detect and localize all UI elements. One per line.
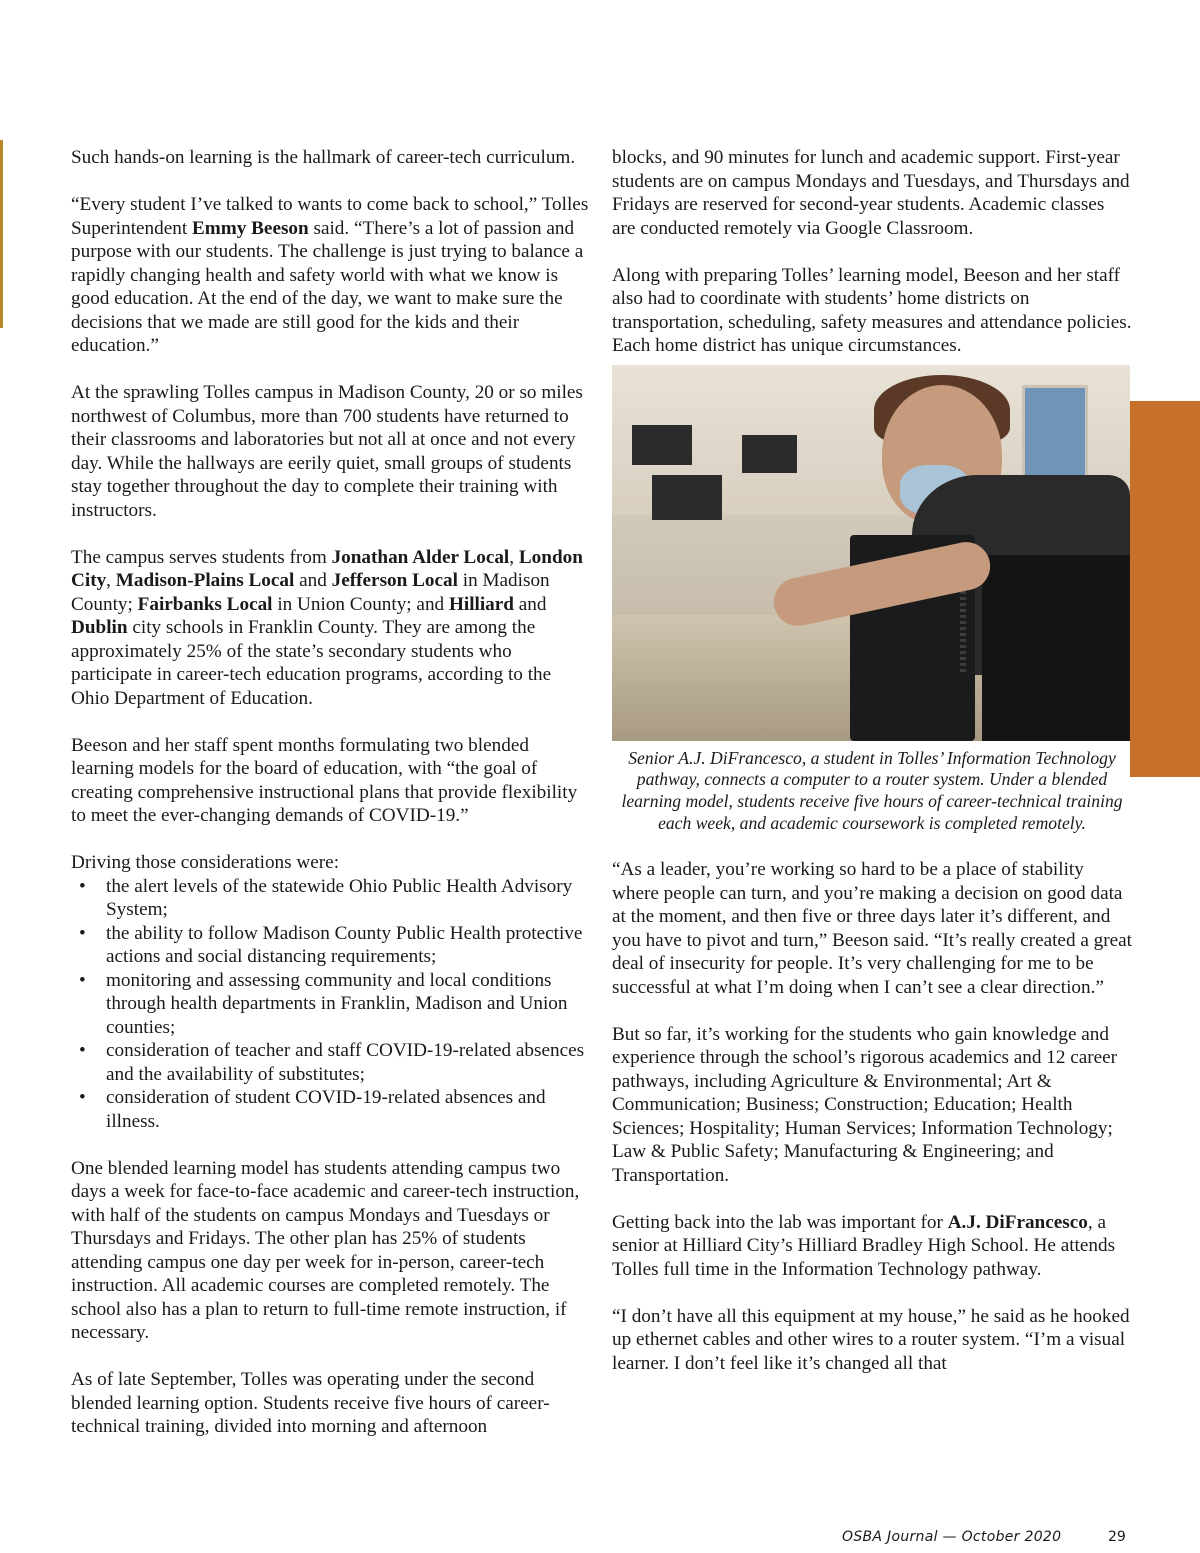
paragraph: “Every student I’ve talked to wants to come back to school,” Tolles Superintendent Emmy Beeson said. “There’s a lot of passion and purpose with our students. The challenge is just trying to balance a rapidly changing health and safety world with what we know is good education. At the end of the day, we want to make sure the decisions that we made are still good for the kids and their education.”	[71, 194, 589, 356]
district-name: Dublin	[71, 617, 128, 638]
student-computer-photo	[612, 365, 1130, 741]
page-number: 29	[1108, 1529, 1126, 1545]
photo-caption: Senior A.J. DiFrancesco, a student in Tolles’ Information Technology pathway, connects a computer to a router system. Under a blended learning model, students receive five hours of career-technical training each week, and academic coursework is completed remotely.	[621, 747, 1123, 833]
paragraph: “I don’t have all this equipment at my house,” he said as he hooked up ethernet cables and other wires to a router system. “I’m a visual learner. I don’t feel like it’s changed all that	[612, 1305, 1130, 1374]
list-item: • consideration of student COVID-19-related absences and illness.	[71, 1086, 593, 1133]
journal-title: OSBA Journal — October 2020	[842, 1529, 1062, 1545]
right-column	[612, 146, 1132, 1399]
list-item: • the alert levels of the statewide Ohio Public Health Advisory System;	[71, 875, 593, 922]
list-item: • the ability to follow Madison County Public Health protective actions and social distancing requirements;	[71, 922, 593, 969]
paragraph: Getting back into the lab was important for A.J. DiFrancesco, a senior at Hilliard City’s Hilliard Bradley High School. He attends Tolles full time in the Information Technology pathway.	[612, 1211, 1116, 1280]
paragraph: But so far, it’s working for the students who gain knowledge and experience through the school’s rigorous academics and 12 career pathways, including Agriculture & Environmental; Art & Communication; Business; Construction; Education; Health Sciences; Hospitality; Human Services; Information Technology; Law & Public Safety; Manufacturing & Engineering; and Transportation.	[612, 1023, 1118, 1186]
paragraph: The campus serves students from Jonathan Alder Local, London City, Madison-Plains Local and Jefferson Local in Madison County; Fairbanks Local in Union County; and Hilliard and Dublin city schools in Franklin County. They are among the approximately 25% of the state’s secondary students who participate in career-tech education programs, according to the Ohio Department of Education.	[71, 546, 583, 709]
district-name: Madison-Plains Local	[115, 570, 295, 591]
paragraph: One blended learning model has students attending campus two days a week for face-to-face academic and career-tech instruction, with half of the students on campus Mondays and Tuesdays or Thursdays and Fridays. The other plan has 25% of students attending campus one day per week for in-person, career-tech instruction. All academic courses are completed remotely. The school also has a plan to return to full-time remote instruction, if necessary.	[71, 1157, 580, 1343]
district-name: Fairbanks Local	[137, 593, 273, 615]
orange-accent-tab	[1130, 401, 1200, 777]
district-name: London City	[71, 546, 583, 591]
paragraph: At the sprawling Tolles campus in Madison County, 20 or so miles northwest of Columbus, more than 700 students have returned to their classrooms and laboratories but not all at once and not every day. While the hallways are eerily quiet, small groups of students stay together throughout the day to complete their training with instructors.	[71, 382, 583, 521]
left-column	[71, 146, 593, 1462]
paragraph: As of late September, Tolles was operating under the second blended learning option. Students receive five hours of career-technical training, divided into morning and afternoon	[71, 1369, 550, 1437]
person-name: Emmy Beeson	[191, 217, 309, 239]
district-name: Jefferson Local	[331, 570, 458, 591]
left-accent-rule	[0, 140, 3, 328]
paragraph: Such hands-on learning is the hallmark of career-tech curriculum.	[71, 147, 576, 168]
person-name: A.J. DiFrancesco	[947, 1211, 1088, 1233]
district-name: Hilliard	[448, 593, 514, 615]
considerations-list	[71, 875, 593, 1134]
paragraph: Beeson and her staff spent months formulating two blended learning models for the board of education, with “the goal of creating comprehensive instructional plans that provide flexibility to meet the ever-changing demands of COVID-19.”	[71, 734, 578, 826]
paragraph: blocks, and 90 minutes for lunch and academic support. First-year students are on campus Mondays and Tuesdays, and Thursdays and Fridays are reserved for second-year students. Academic classes are conducted remotely via Google Classroom.	[612, 147, 1130, 239]
district-name: Jonathan Alder Local	[331, 546, 510, 568]
list-item: • consideration of teacher and staff COVID-19-related absences and the availability of substitutes;	[71, 1039, 593, 1086]
list-item: • monitoring and assessing community and local conditions through health departments in Franklin, Madison and Union counties;	[71, 969, 593, 1040]
paragraph: Along with preparing Tolles’ learning model, Beeson and her staff also had to coordinate with students’ home districts on transportation, scheduling, safety measures and attendance policies. Each home district has unique circumstances.	[612, 264, 1132, 356]
list-intro: Driving those considerations were:	[71, 852, 340, 873]
paragraph: “As a leader, you’re working so hard to be a place of stability where people can turn, and you’re making a decision on good data at the moment, and then five or three days later it’s different, and you have to pivot and turn,” Beeson said. “It’s really created a great deal of insecurity for people. It’s very challenging for me to be successful at what I’m doing when I can’t see a clear direction.”	[612, 859, 1133, 998]
